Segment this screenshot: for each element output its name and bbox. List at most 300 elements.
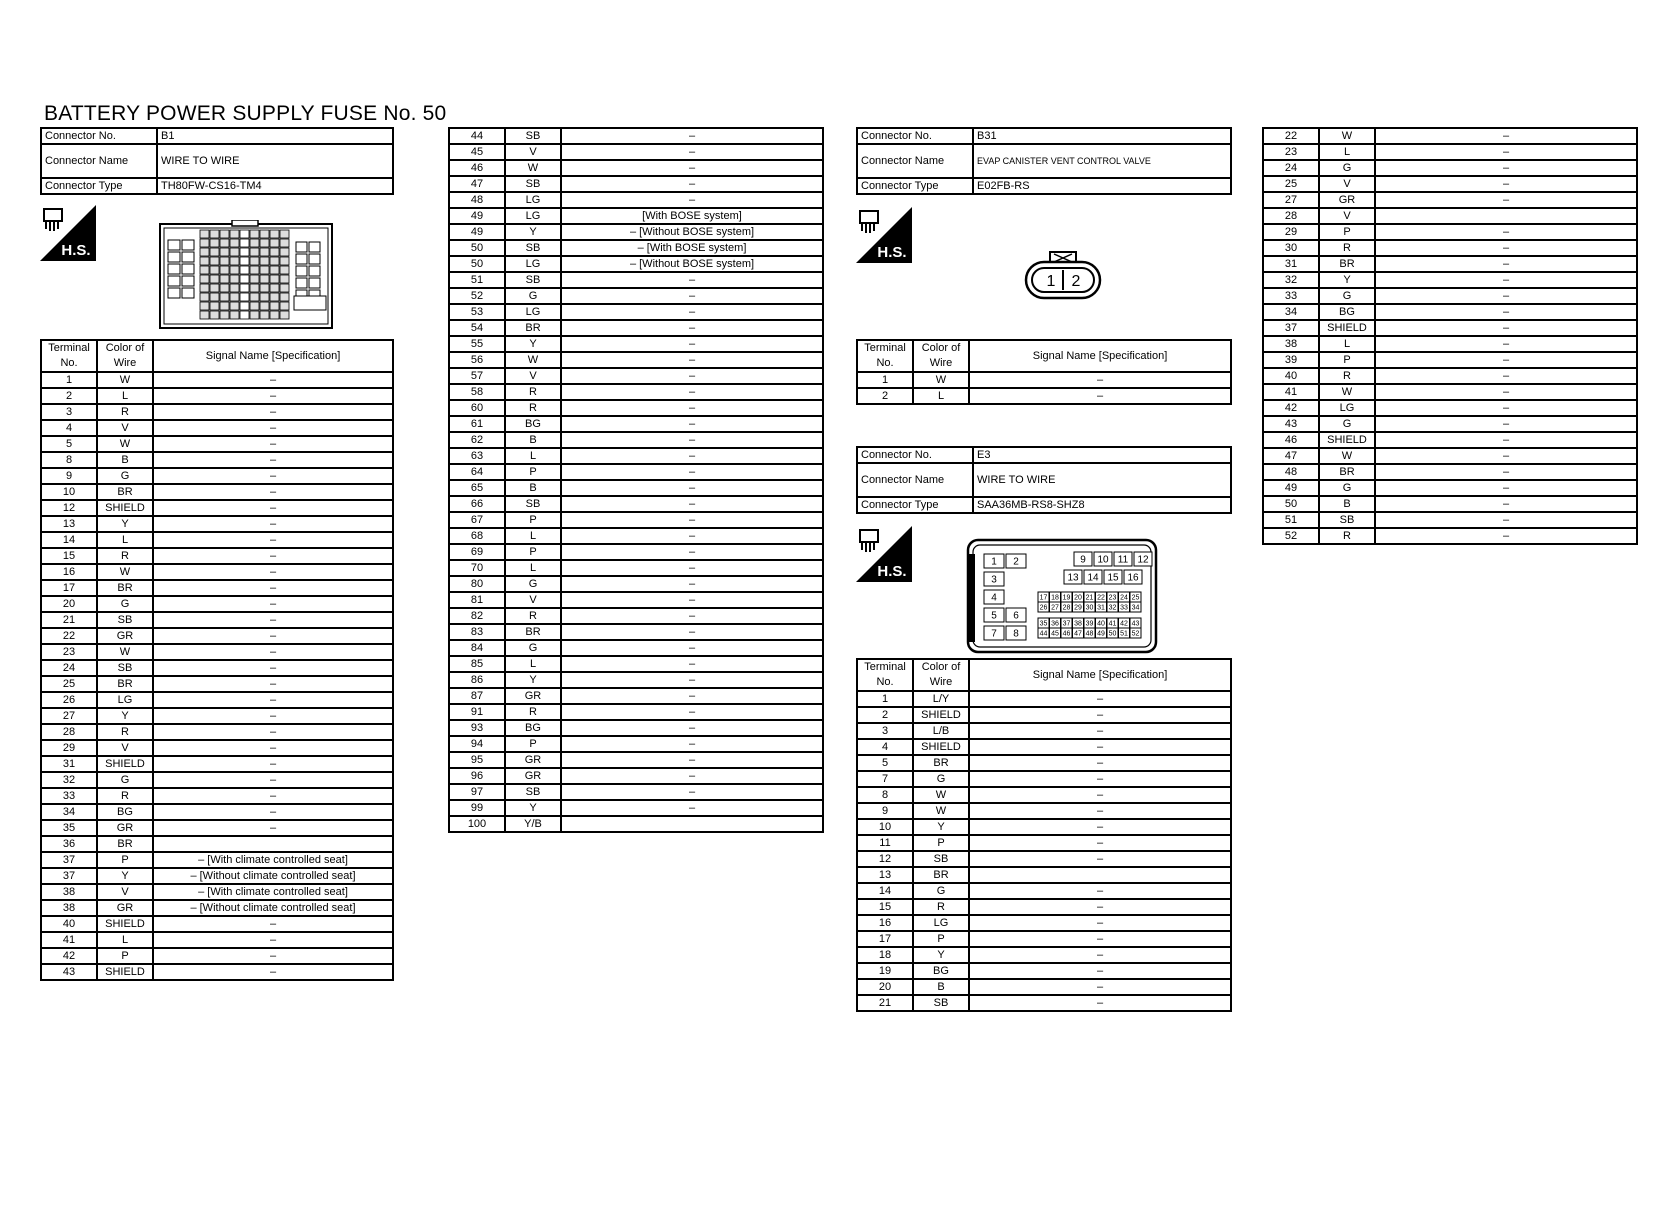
signal-name-cell: – (153, 804, 393, 820)
table-row (449, 656, 823, 672)
signal-name-cell: – (969, 723, 1231, 739)
terminal-no-cell: 15 (41, 548, 97, 564)
table-row (857, 723, 1231, 739)
table-row (41, 948, 393, 964)
table-row (449, 624, 823, 640)
signal-name-cell: – (1375, 432, 1637, 448)
wire-color-cell: G (97, 468, 153, 484)
signal-name-cell: – (153, 628, 393, 644)
b1-cavity (230, 230, 239, 238)
color-of-wire-header: Color of Wire (913, 659, 969, 691)
terminal-no-cell: 27 (41, 708, 97, 724)
table-row (1263, 256, 1637, 272)
b1-cavity (240, 230, 249, 238)
b1-cavity (270, 248, 279, 256)
terminal-no-cell: 23 (1263, 144, 1319, 160)
b1-cavity (250, 284, 259, 292)
wire-color-cell: V (1319, 208, 1375, 224)
table-row (449, 336, 823, 352)
signal-name-cell: – (561, 784, 823, 800)
signal-name-cell: – (561, 272, 823, 288)
wire-color-cell: R (505, 608, 561, 624)
terminal-no-header: Terminal No. (857, 659, 913, 691)
wire-color-cell: BR (97, 836, 153, 852)
table-row (449, 304, 823, 320)
wire-color-cell: W (97, 564, 153, 580)
signal-name-cell: – (1375, 128, 1637, 144)
wire-color-cell: W (97, 372, 153, 388)
table-row (449, 640, 823, 656)
table-row (1263, 336, 1637, 352)
terminal-no-cell: 12 (41, 500, 97, 516)
table-row (1263, 464, 1637, 480)
table-row (449, 784, 823, 800)
b1-cavity (230, 275, 239, 283)
wire-color-cell: Y (913, 819, 969, 835)
wire-color-cell: G (913, 771, 969, 787)
table-row (449, 160, 823, 176)
wire-color-cell: SHIELD (1319, 320, 1375, 336)
wire-color-cell: SHIELD (97, 756, 153, 772)
terminal-no-cell: 4 (857, 739, 913, 755)
terminal-no-cell: 99 (449, 800, 505, 816)
terminal-no-cell: 15 (857, 899, 913, 915)
wire-color-cell: BR (913, 755, 969, 771)
b1-cavity (230, 302, 239, 310)
wire-color-cell: Y (505, 800, 561, 816)
terminal-no-cell: 22 (1263, 128, 1319, 144)
terminal-no-cell: 68 (449, 528, 505, 544)
b1-cavity (220, 311, 229, 319)
table-row (1263, 240, 1637, 256)
b1-cavity (250, 239, 259, 247)
connector-name-label: Connector Name (857, 463, 973, 497)
wire-color-cell: SHIELD (97, 964, 153, 980)
terminal-no-cell: 4 (41, 420, 97, 436)
wire-color-cell: P (913, 835, 969, 851)
b1-cavity (280, 293, 289, 301)
table-row (449, 288, 823, 304)
terminal-no-cell: 100 (449, 816, 505, 832)
terminal-no-cell: 14 (857, 883, 913, 899)
signal-name-cell: – (153, 452, 393, 468)
table-row (449, 816, 823, 832)
b1-cavity (230, 248, 239, 256)
wire-color-cell: W (913, 803, 969, 819)
table-row (1263, 320, 1637, 336)
e3-pin-label: 10 (1097, 554, 1109, 566)
table-row (449, 368, 823, 384)
terminal-no-cell: 38 (1263, 336, 1319, 352)
wire-color-cell: BG (97, 804, 153, 820)
wire-color-cell: V (97, 740, 153, 756)
table-row (1263, 368, 1637, 384)
b1-cavity (270, 257, 279, 265)
e3-pin-label: 20 (1074, 594, 1082, 602)
terminal-no-cell: 80 (449, 576, 505, 592)
wire-color-cell: V (505, 368, 561, 384)
signal-name-cell: – (561, 752, 823, 768)
b1-cavity (260, 230, 269, 238)
table-row (41, 452, 393, 468)
b1-cavity (260, 311, 269, 319)
table-row (857, 691, 1231, 707)
wire-color-cell: V (505, 144, 561, 160)
signal-name-cell: – (561, 464, 823, 480)
b1-cavity (260, 257, 269, 265)
b1-terminal-table (40, 339, 394, 981)
connector-type-label: Connector Type (857, 497, 973, 513)
terminal-no-cell: 32 (41, 772, 97, 788)
signal-name-header: Signal Name [Specification] (969, 659, 1231, 691)
e3-pin-label: 15 (1107, 572, 1119, 584)
terminal-no-cell: 16 (41, 564, 97, 580)
signal-name-cell: – (561, 288, 823, 304)
wire-color-cell: Y (505, 336, 561, 352)
table-row (1263, 496, 1637, 512)
signal-name-cell: – (969, 979, 1231, 995)
signal-name-cell: – (561, 192, 823, 208)
table-row (41, 836, 393, 852)
terminal-no-header: Terminal No. (857, 340, 913, 372)
terminal-no-cell: 60 (449, 400, 505, 416)
wire-color-cell: L (1319, 336, 1375, 352)
b1-cavity (296, 266, 307, 276)
b1-cavity (250, 257, 259, 265)
b1-cavity (200, 239, 209, 247)
terminal-no-cell: 9 (41, 468, 97, 484)
b1-cavity (210, 248, 219, 256)
terminal-no-cell: 13 (857, 867, 913, 883)
e3-pin-label: 42 (1120, 620, 1128, 628)
b1-cavity (280, 275, 289, 283)
terminal-no-cell: 19 (857, 963, 913, 979)
terminal-no-cell: 2 (857, 388, 913, 404)
b1-cavity (270, 302, 279, 310)
signal-name-cell: – (561, 608, 823, 624)
table-row (449, 768, 823, 784)
signal-name-cell: – (1375, 400, 1637, 416)
wire-color-cell: GR (505, 768, 561, 784)
terminal-no-cell: 50 (449, 240, 505, 256)
wire-color-cell: L (505, 448, 561, 464)
table-row (41, 740, 393, 756)
b1-cavity (200, 302, 209, 310)
e3-pin-label: 30 (1085, 604, 1094, 612)
terminal-no-cell: 62 (449, 432, 505, 448)
b1-cavity (182, 252, 194, 262)
table-row (449, 512, 823, 528)
signal-name-cell: – (1375, 384, 1637, 400)
b1-cavity (309, 254, 320, 264)
harness-side-icon (40, 205, 96, 261)
signal-name-cell: – (561, 720, 823, 736)
signal-name-cell: – (153, 820, 393, 836)
table-row (857, 388, 1231, 404)
wire-color-cell: SB (1319, 512, 1375, 528)
signal-name-cell: – [With climate controlled seat] (153, 852, 393, 868)
wire-color-cell: R (1319, 528, 1375, 544)
terminal-no-cell: 5 (857, 755, 913, 771)
b1-cavity (168, 252, 180, 262)
signal-name-cell: – (969, 899, 1231, 915)
signal-name-cell: – (153, 484, 393, 500)
b1-cavity (210, 311, 219, 319)
wire-color-cell: GR (97, 628, 153, 644)
terminal-no-header: Terminal No. (41, 340, 97, 372)
wire-color-cell: P (505, 512, 561, 528)
signal-name-cell: – (969, 755, 1231, 771)
b1-cavity (250, 302, 259, 310)
terminal-no-cell: 3 (41, 404, 97, 420)
b1-cavity (270, 230, 279, 238)
b1-cavity (210, 266, 219, 274)
terminal-no-cell: 97 (449, 784, 505, 800)
signal-name-cell: – (561, 416, 823, 432)
b1-cavity (280, 248, 289, 256)
table-row (41, 724, 393, 740)
b1-cavity (250, 266, 259, 274)
table-row (449, 208, 823, 224)
color-of-wire-header: Color of Wire (913, 340, 969, 372)
wire-color-cell: B (505, 432, 561, 448)
terminal-no-cell: 37 (1263, 320, 1319, 336)
wire-color-cell: BG (505, 720, 561, 736)
terminal-no-cell: 7 (857, 771, 913, 787)
table-row (449, 144, 823, 160)
e3-connector-info (856, 446, 1232, 514)
e3-pin-label: 2 (1013, 556, 1019, 568)
table-row (857, 979, 1231, 995)
b1-cavity (260, 302, 269, 310)
signal-name-cell: – (1375, 176, 1637, 192)
signal-name-cell: – (969, 851, 1231, 867)
e3-pin-label: 13 (1067, 572, 1079, 584)
table-row (857, 883, 1231, 899)
b1-cavity (294, 296, 326, 310)
signal-name-cell: – (1375, 352, 1637, 368)
terminal-no-cell: 33 (1263, 288, 1319, 304)
wire-color-cell: W (97, 644, 153, 660)
signal-name-cell: – (153, 564, 393, 580)
e3-pin-label: 7 (991, 628, 997, 640)
terminal-no-cell: 34 (41, 804, 97, 820)
table-row (1263, 416, 1637, 432)
table-row (41, 388, 393, 404)
terminal-no-cell: 12 (857, 851, 913, 867)
signal-name-cell: – (153, 660, 393, 676)
table-row (41, 804, 393, 820)
terminal-no-cell: 37 (41, 868, 97, 884)
terminal-no-cell: 53 (449, 304, 505, 320)
b1-cavity (280, 311, 289, 319)
terminal-no-cell: 24 (1263, 160, 1319, 176)
e3-side-rib (969, 554, 975, 642)
signal-name-cell: – (153, 724, 393, 740)
e3-connector-face-diagram (966, 538, 1160, 654)
wire-color-cell: W (913, 372, 969, 388)
signal-name-cell: – (153, 532, 393, 548)
b1-cavity (200, 275, 209, 283)
terminal-no-cell: 48 (449, 192, 505, 208)
terminal-no-cell: 65 (449, 480, 505, 496)
table-row (449, 384, 823, 400)
b1-cavity (220, 257, 229, 265)
terminal-no-cell: 48 (1263, 464, 1319, 480)
signal-name-cell: – (561, 528, 823, 544)
b1-cavity (220, 275, 229, 283)
connector-type-label: Connector Type (41, 178, 157, 194)
signal-name-cell: – (153, 692, 393, 708)
b1-cavity (182, 240, 194, 250)
wire-color-cell: B (1319, 496, 1375, 512)
wire-color-cell: LG (1319, 400, 1375, 416)
wire-color-cell: W (1319, 128, 1375, 144)
signal-name-cell: – (1375, 304, 1637, 320)
signal-name-cell: – (561, 656, 823, 672)
b1-connector-info (40, 127, 394, 195)
wire-color-cell: V (505, 592, 561, 608)
signal-name-cell: – (969, 819, 1231, 835)
terminal-no-cell: 18 (857, 947, 913, 963)
b1-cavity (240, 311, 249, 319)
signal-name-cell: [With BOSE system] (561, 208, 823, 224)
b1-cavity (240, 293, 249, 301)
signal-name-cell: – [With climate controlled seat] (153, 884, 393, 900)
terminal-no-cell: 50 (1263, 496, 1319, 512)
e3-pin-label: 35 (1039, 620, 1048, 628)
wire-color-cell: G (505, 576, 561, 592)
table-row (1263, 400, 1637, 416)
b1-cavity (296, 242, 307, 252)
terminal-no-cell: 40 (1263, 368, 1319, 384)
b1-cavity (270, 311, 279, 319)
b1-cavity (200, 266, 209, 274)
signal-name-cell: – (561, 592, 823, 608)
wire-color-cell: BR (505, 320, 561, 336)
signal-name-cell: – (969, 691, 1231, 707)
signal-name-cell: – (153, 948, 393, 964)
wire-color-cell: P (1319, 352, 1375, 368)
table-row (41, 564, 393, 580)
table-row (41, 644, 393, 660)
terminal-no-cell: 29 (41, 740, 97, 756)
table-row (449, 704, 823, 720)
signal-name-cell: – (153, 580, 393, 596)
e3-pin-label: 16 (1127, 572, 1139, 584)
table-row (41, 884, 393, 900)
terminal-no-cell: 69 (449, 544, 505, 560)
signal-name-cell: – (561, 368, 823, 384)
signal-name-cell: – (1375, 336, 1637, 352)
b31-connector-face-diagram (1022, 250, 1104, 302)
e3-pin-label: 45 (1051, 630, 1059, 638)
wire-color-cell: G (1319, 288, 1375, 304)
terminal-no-cell: 38 (41, 884, 97, 900)
terminal-no-cell: 30 (1263, 240, 1319, 256)
harness-side-icon (856, 207, 912, 263)
terminal-no-cell: 84 (449, 640, 505, 656)
wire-color-cell: R (505, 384, 561, 400)
color-of-wire-header: Color of Wire (97, 340, 153, 372)
terminal-no-cell: 63 (449, 448, 505, 464)
connector-no-value: E3 (973, 447, 1231, 463)
e3-pin-label: 39 (1085, 620, 1094, 628)
signal-name-cell: – (561, 384, 823, 400)
terminal-no-cell: 46 (1263, 432, 1319, 448)
wire-color-cell: P (913, 931, 969, 947)
table-row (857, 707, 1231, 723)
wire-color-cell: SB (505, 176, 561, 192)
signal-name-cell: – (561, 304, 823, 320)
wire-color-cell: SHIELD (1319, 432, 1375, 448)
terminal-no-cell: 20 (857, 979, 913, 995)
table-row (41, 852, 393, 868)
terminal-no-cell: 81 (449, 592, 505, 608)
terminal-no-cell: 17 (857, 931, 913, 947)
b1-cavity (260, 266, 269, 274)
e3-pin-label: 27 (1051, 604, 1059, 612)
signal-name-cell: – (1375, 320, 1637, 336)
b1-cavity (240, 248, 249, 256)
table-row (857, 867, 1231, 883)
wire-color-cell: G (505, 640, 561, 656)
signal-name-cell: – (561, 544, 823, 560)
signal-name-cell: – (969, 771, 1231, 787)
b1-cavity (168, 288, 180, 298)
terminal-no-cell: 46 (449, 160, 505, 176)
e3-pin-label: 8 (1013, 628, 1019, 640)
terminal-no-cell: 61 (449, 416, 505, 432)
wire-color-cell: LG (505, 304, 561, 320)
e3-pin-label: 46 (1062, 630, 1071, 638)
table-row (1263, 384, 1637, 400)
terminal-no-cell: 32 (1263, 272, 1319, 288)
table-row (1263, 160, 1637, 176)
e3-pin-label: 19 (1062, 594, 1071, 602)
signal-name-cell: – (153, 436, 393, 452)
table-row (41, 420, 393, 436)
wire-color-cell: L (97, 532, 153, 548)
wire-color-cell: BR (1319, 464, 1375, 480)
wire-color-cell: G (913, 883, 969, 899)
e3-pin-label: 23 (1108, 594, 1117, 602)
wire-color-cell: G (505, 288, 561, 304)
svg-text:H.S.: H.S. (61, 242, 91, 259)
table-row (41, 788, 393, 804)
b1-cavity (210, 239, 219, 247)
b1-cavity (200, 248, 209, 256)
e3-pin-label: 5 (991, 610, 997, 622)
e3-pin-label: 44 (1039, 630, 1048, 638)
terminal-no-cell: 25 (1263, 176, 1319, 192)
terminal-no-cell: 29 (1263, 224, 1319, 240)
b31-terminal-table (856, 339, 1232, 405)
table-row (1263, 512, 1637, 528)
e3-pin-label: 11 (1117, 554, 1129, 566)
e3-pin-label: 4 (991, 592, 997, 604)
signal-name-cell (969, 867, 1231, 883)
wire-color-cell: SHIELD (913, 707, 969, 723)
wire-color-cell: V (97, 884, 153, 900)
b31-connector-info (856, 127, 1232, 195)
table-row (449, 496, 823, 512)
signal-name-cell: – (1375, 144, 1637, 160)
terminal-no-cell: 91 (449, 704, 505, 720)
terminal-no-cell: 17 (41, 580, 97, 596)
terminal-no-cell: 86 (449, 672, 505, 688)
b1-cavity (210, 257, 219, 265)
